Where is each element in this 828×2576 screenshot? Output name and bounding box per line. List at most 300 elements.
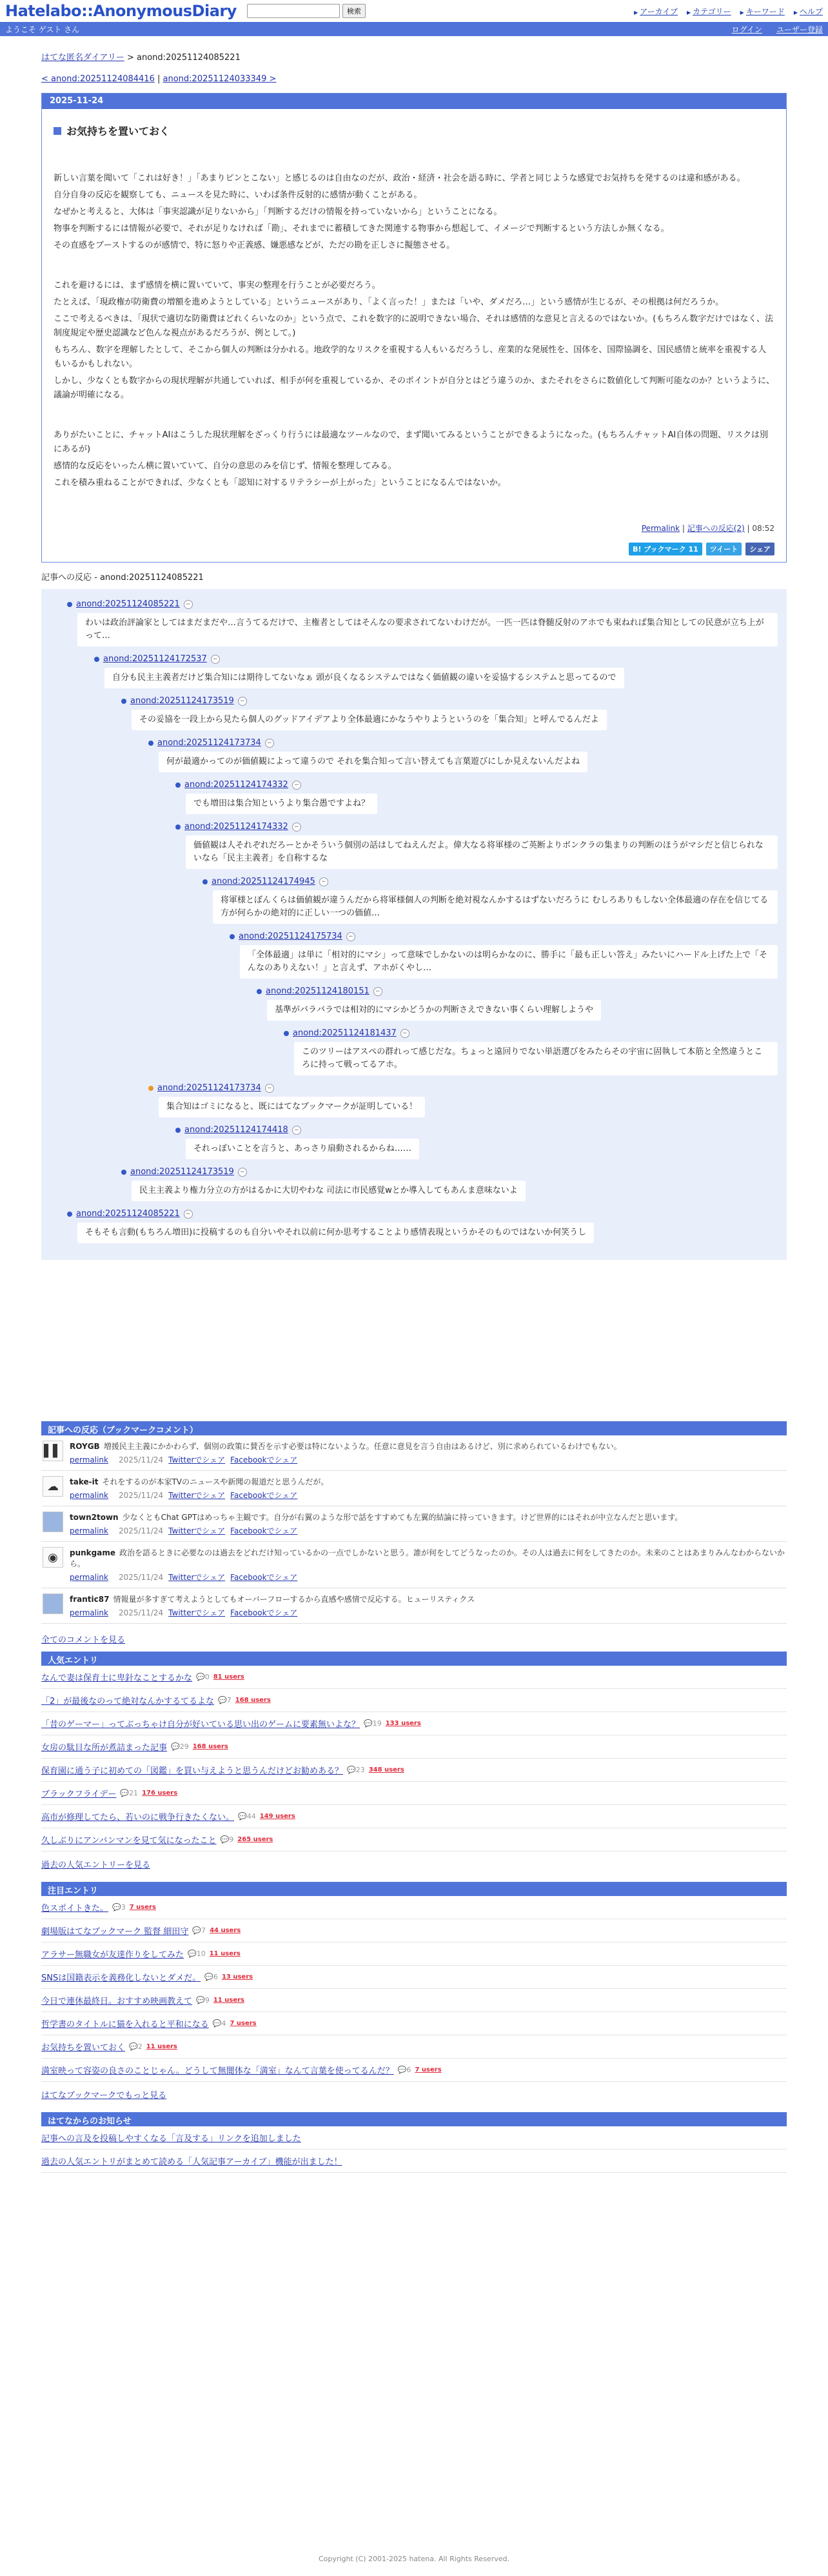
avatar[interactable]: ▌▌ [43, 1441, 63, 1461]
bullet-icon [257, 989, 262, 994]
article-paragraph: なぜかと考えると、大体は「事実認識が足りないから」「判断するだけの情報を持っていないから」ということになる。 [54, 207, 502, 217]
comment-count-value: 9 [204, 1996, 210, 2004]
reaction-link[interactable]: anond:20251124174332 [184, 822, 288, 832]
bookmark-comment: 増援民主主義にかかわらず、個別の政策に賛否を示す必要は特にないような。任意に意見を言う自由はあるけど、別に求められているわけでもない。 [103, 1442, 622, 1451]
bookmark-item [41, 1471, 787, 1506]
tweet-button[interactable]: ツイート [706, 543, 742, 555]
entry-title-link[interactable]: アラサー無職女が友達作りをしてみた [41, 1950, 184, 1960]
comment-bubble-icon: 💬 [112, 1903, 121, 1912]
reaction-node-head [175, 822, 778, 832]
reaction-node-head [202, 877, 778, 886]
entry-title-link[interactable]: 哲学書のタイトルに猫を入れると平和になる [41, 2020, 209, 2030]
reaction-excerpt: わいは政治評論家としてはまだまだや…言うてるだけで、主権者としてはそんなの要求されてないわけだが。一匹一匹は脊髄反射のアホでも束ねれば集合知としての民意が立ち上がって… [77, 613, 778, 646]
collapse-toggle-icon[interactable]: − [373, 987, 382, 996]
breadcrumb [41, 50, 787, 63]
welcome-bar [0, 22, 828, 36]
all-comments [41, 1633, 787, 1645]
twitter-share-link[interactable]: Twitterでシェア [168, 1491, 226, 1500]
nav-category[interactable]: ▶ カテゴリー [687, 6, 731, 17]
entry-item [41, 1919, 787, 1942]
bookmark-content [70, 1441, 622, 1465]
entry-item [41, 1666, 787, 1689]
bullet-icon [121, 1170, 126, 1175]
bookmark-user[interactable]: take-it [70, 1477, 99, 1486]
reaction-node-head [284, 1028, 778, 1038]
bookmark-date: 2025/11/24 [119, 1608, 164, 1617]
bookmark-users-link[interactable]: 44 users [210, 1927, 241, 1934]
collapse-toggle-icon[interactable]: − [292, 781, 301, 790]
article-footer: Permalink | 記事への反応(2) | 08:52 [641, 524, 774, 533]
collapse-toggle-icon[interactable]: − [238, 1168, 247, 1177]
bookmark-line [70, 1547, 787, 1569]
bookmark-users-link[interactable]: 7 users [230, 2020, 257, 2027]
entry-title-link[interactable]: 保育園に通う子に初めての「図鑑」を買い与えようと思うんだけどお勧めある？ [41, 1766, 344, 1776]
reaction-tree [41, 589, 787, 1260]
reaction-link[interactable]: anond:20251124174418 [184, 1125, 288, 1135]
bookmark-heading: 記事への反応（ブックマークコメント） [41, 1421, 787, 1435]
reaction-excerpt: 民主主義より権力分立の方がはるかに大切やわな 司法に市民感覚wとか導入してもあんま意味ないよ [132, 1181, 526, 1201]
bookmark-users-link[interactable]: 81 users [213, 1673, 244, 1681]
comment-count-value: 4 [221, 2019, 226, 2028]
bookmark-users-link[interactable]: 265 users [237, 1836, 273, 1843]
comment-bubble-icon: 💬 [192, 1926, 202, 1935]
prev-entry-link[interactable]: < anond:20251124084416 [41, 74, 155, 84]
notice-link[interactable]: 記事への言及を投稿しやすくなる「言及する」リンクを追加しました [41, 2134, 301, 2144]
bookmark-content [70, 1547, 787, 1583]
reaction-link[interactable]: anond:20251124173734 [157, 1083, 261, 1093]
reaction-node [121, 1167, 778, 1204]
reaction-excerpt: 将軍様とぼんくらは価値観が違うんだから将軍様個人の判断を絶対視なんかするはずないだろうに むしろありもしない全体最適の存在を信じてる方が何らかの絶対的に正しい一つの価値… [213, 890, 778, 924]
top-bar [0, 0, 828, 22]
bookmark-users-link[interactable]: 168 users [235, 1697, 271, 1704]
share-bar [54, 543, 774, 555]
entry-item [41, 1759, 787, 1782]
bullet-icon [284, 1031, 289, 1036]
collapse-toggle-icon[interactable]: − [400, 1029, 409, 1038]
notice-list [41, 2126, 787, 2173]
bookmark-date: 2025/11/24 [119, 1526, 164, 1535]
bookmark-user[interactable]: punkgame [70, 1548, 115, 1557]
reaction-link[interactable]: anond:20251124173734 [157, 738, 261, 748]
entry-title-link[interactable]: 今日で連休最終日。おすすめ映画教えて [41, 1997, 193, 2006]
bookmark-content [70, 1593, 475, 1618]
comment-count-value: 6 [213, 1973, 218, 1981]
comment-bubble-icon: 💬 [212, 2019, 222, 2028]
reaction-node [175, 822, 778, 872]
comment-count-value: 10 [196, 1950, 206, 1958]
login-link[interactable]: ログイン [731, 25, 762, 34]
reaction-node-head [175, 1125, 778, 1135]
bookmark-meta [70, 1454, 622, 1465]
comment-count-value: 9 [229, 1835, 234, 1844]
entry-title-link[interactable]: 「2」が最後なのって絶対なんかするてるよな [41, 1697, 215, 1706]
bookmark-line [70, 1476, 328, 1487]
comment-bubble-icon: 💬 [204, 1973, 213, 1981]
reaction-node [175, 780, 778, 817]
collapse-toggle-icon[interactable]: − [292, 823, 301, 832]
collapse-toggle-icon[interactable]: − [238, 697, 247, 706]
article-section-1 [54, 172, 774, 253]
comment-bubble-icon: 💬 [196, 1673, 205, 1681]
entry-item [41, 2012, 787, 2035]
nav-help[interactable]: ▶ ヘルプ [794, 6, 823, 17]
facebook-share-link[interactable]: Facebookでシェア [230, 1491, 298, 1500]
bookmark-users-link[interactable]: 176 users [142, 1790, 178, 1797]
entry-item [41, 1896, 787, 1919]
main-content [41, 36, 787, 2173]
twitter-share-link[interactable]: Twitterでシェア [168, 1455, 226, 1464]
bookmark-user[interactable]: ROYGB [70, 1442, 100, 1451]
comment-bubble-icon: 💬 [171, 1742, 180, 1751]
reaction-node [148, 1083, 778, 1120]
comment-count [120, 1789, 138, 1797]
comment-count [218, 1696, 232, 1704]
entry-item [41, 1966, 787, 1989]
bookmark-users-link[interactable]: 11 users [209, 1950, 241, 1957]
bookmark-comment: 政治を語るときに必要なのは過去をどれだけ知っているかの一点でしかないと思う。誰が何をしてどうなったのか。その人は過去に何をしてきたのか。未来のことはあまりみんなわからないから。 [70, 1548, 785, 1568]
breadcrumb-current: anond:20251124085221 [137, 53, 241, 63]
comment-count-value: 3 [121, 1903, 126, 1912]
comment-count [192, 1926, 206, 1935]
bookmark-item [41, 1542, 787, 1588]
pager-sep: | [154, 74, 163, 84]
bookmark-section [41, 1421, 787, 1624]
nav-keyword[interactable]: ▶ キーワード [740, 6, 785, 17]
entry-item [41, 1782, 787, 1805]
reaction-node [284, 1028, 778, 1078]
entry-item [41, 2059, 787, 2082]
comment-count [129, 2042, 143, 2051]
bookmark-users-link[interactable]: 13 users [221, 1973, 253, 1981]
bookmark-content [70, 1512, 682, 1536]
reaction-node-head [121, 696, 778, 706]
site-logo[interactable]: Hatelabo::AnonymousDiary [5, 2, 237, 20]
collapse-toggle-icon[interactable]: − [265, 1084, 274, 1093]
comment-count-value: 7 [201, 1926, 206, 1935]
bookmark-list [41, 1435, 787, 1624]
comment-bubble-icon: 💬 [218, 1696, 227, 1704]
bookmark-meta [70, 1607, 475, 1618]
bullet-icon [202, 879, 208, 884]
bookmark-permalink[interactable]: permalink [70, 1455, 108, 1464]
title-square-icon [54, 127, 61, 135]
entry-item [41, 1942, 787, 1966]
twitter-share-link[interactable]: Twitterでシェア [168, 1573, 226, 1582]
bookmark-users-link[interactable]: 7 users [415, 2066, 442, 2073]
bookmark-user[interactable]: town2town [70, 1513, 119, 1522]
bookmark-permalink[interactable]: permalink [70, 1573, 108, 1582]
popular-more [41, 1858, 787, 1870]
bullet-icon [230, 934, 235, 939]
bookmark-comment: 少なくともChat GPTはめっちゃ主観です。自分が右翼のような形で話をすすめても左翼的結論に持っていきます。けど世界的にはそれが中立なんだと思います。 [122, 1513, 683, 1522]
reaction-link[interactable]: anond:20251124174945 [212, 877, 315, 886]
comment-bubble-icon: 💬 [196, 1996, 205, 2004]
hot-heading: 注目エントリ [41, 1882, 787, 1896]
comment-count-value: 21 [129, 1789, 139, 1797]
collapse-toggle-icon[interactable]: − [292, 1126, 301, 1135]
bookmark-permalink[interactable]: permalink [70, 1526, 108, 1535]
entry-item [41, 1712, 787, 1735]
comment-bubble-icon: 💬 [129, 2042, 138, 2051]
reaction-node-head [67, 1209, 778, 1219]
reaction-node [121, 696, 778, 733]
collapse-toggle-icon[interactable]: − [184, 1210, 193, 1219]
post-time: 08:52 [752, 524, 774, 533]
entry-item [41, 1828, 787, 1852]
reaction-link[interactable]: anond:20251124173519 [130, 1167, 234, 1177]
article-section-3 [54, 428, 774, 490]
comment-count-value: 23 [355, 1766, 365, 1774]
bookmark-user[interactable]: frantic87 [70, 1595, 110, 1604]
reaction-excerpt: そもそも言動(もちろん増田)に投稿するのも自分いやそれ以前に何か思考することより感情表現というかそのものではないか何笑うし [77, 1223, 594, 1243]
facebook-share-button[interactable]: シェア [745, 543, 774, 555]
section-gap [54, 255, 774, 279]
article-section-2 [54, 279, 774, 403]
reaction-excerpt: それっぽいことを言うと、あっさり扇動されるからね…… [186, 1139, 419, 1159]
reaction-node-head [257, 986, 778, 996]
entry-title-link[interactable]: 満室映って容姿の良さのことじゃん。どうして無闇体な「満室」なんて言葉を使ってるんだ？ [41, 2066, 394, 2076]
entry-title-link[interactable]: 劇場版はてなブックマーク 監督 細田守 [41, 1927, 189, 1937]
hatebu-button[interactable]: B! ブックマーク 11 [629, 543, 702, 555]
comment-count [347, 1766, 365, 1774]
hot-more-link[interactable]: はてなブックマークでもっと見る [41, 2091, 167, 2101]
comment-count [238, 1812, 256, 1821]
twitter-share-link[interactable]: Twitterでシェア [168, 1608, 226, 1617]
bookmark-permalink[interactable]: permalink [70, 1608, 108, 1617]
reaction-node-head [175, 780, 778, 790]
entry-title-link[interactable]: 女房の駄目な所が煮詰まった記事 [41, 1743, 168, 1753]
bullet-icon [148, 741, 153, 746]
comment-count [213, 2019, 226, 2028]
entry-item [41, 1989, 787, 2012]
comment-count [398, 2066, 411, 2074]
article-paragraph: たとえば、「現政権が防衛費の増額を進めようとしている」というニュースがあり、「よく言った！」または「いや、ダメだろ…」という感情が生じるが、その根拠は何だろうか。 [54, 297, 724, 307]
comment-count [171, 1742, 189, 1751]
bookmark-content [70, 1476, 328, 1501]
hot-more [41, 2088, 787, 2101]
entry-title-link[interactable]: 久しぶりにアンパンマンを見て気になったこと [41, 1836, 217, 1846]
comment-count [196, 1673, 210, 1681]
entry-title-link[interactable]: 色スポイトきた。 [41, 1904, 109, 1913]
reaction-excerpt: 自分も民主主義者だけど集合知には期待してないなぁ 頭が良くなるシステムではなく価値観の違いを妥協するシステムと思ってるので [104, 668, 624, 688]
bookmark-users-link[interactable]: 149 users [259, 1813, 295, 1820]
reaction-excerpt: 価値観は人それぞれだろーとかそういう個別の話はしてねえんだよ。偉大なる将軍様のご英断よりボンクラの集まりの判断のほうがマシだと信じられないなら「民主主義者」を自称するな [186, 835, 778, 869]
collapse-toggle-icon[interactable]: − [211, 655, 220, 664]
bullet-icon [121, 699, 126, 704]
comment-count-value: 44 [246, 1812, 256, 1821]
reaction-link[interactable]: anond:20251124181437 [293, 1028, 397, 1038]
comment-bubble-icon: 💬 [397, 2066, 407, 2074]
bookmark-users-link[interactable]: 11 users [146, 2043, 177, 2050]
reaction-link[interactable]: anond:20251124085221 [76, 1209, 180, 1219]
register-link[interactable]: ユーザー登録 [776, 25, 823, 34]
reaction-node-head [94, 654, 778, 664]
entry-item [41, 1805, 787, 1828]
facebook-share-link[interactable]: Facebookでシェア [230, 1608, 298, 1617]
reaction-node [257, 986, 778, 1023]
nav-archive[interactable]: ▶ アーカイブ [634, 6, 678, 17]
reaction-link[interactable]: 記事への反応(2) [687, 524, 745, 533]
entry-title-link[interactable]: 高市が修理してたら、若いのに戦争行きたくない。 [41, 1813, 235, 1822]
twitter-share-link[interactable]: Twitterでシェア [168, 1526, 226, 1535]
bullet-icon [148, 1086, 153, 1091]
reaction-link[interactable]: anond:20251124172537 [103, 654, 207, 664]
article-paragraph: 新しい言葉を聞いて「これは好き！」「あまりピンとこない」と感じるのは自由なのだが、政治・経済・社会を語る時に、学者と同じような感覚でお気持ちを発するのは違和感がある。 [54, 174, 745, 183]
bullet-icon [175, 783, 181, 788]
top-nav [634, 6, 823, 17]
entry-item [41, 1689, 787, 1712]
reaction-excerpt: 何が最適かってのが価値観によって違うので それを集合知って言い替えても言葉遊びにしか見えないんだよね [159, 752, 587, 772]
entry-title-link[interactable]: 「昔のゲーマー」ってぶっちゃけ自分が好いている思い出のゲームに要素無いよな？ [41, 1720, 360, 1730]
all-comments-link[interactable]: 全てのコメントを見る [41, 1635, 126, 1645]
entry-pager [41, 74, 787, 84]
entry-title-link[interactable]: ブラックフライデー [41, 1790, 117, 1799]
reaction-node [230, 932, 778, 981]
reaction-node-head [230, 932, 778, 941]
reaction-node-head [67, 599, 778, 609]
collapse-toggle-icon[interactable]: − [265, 739, 274, 748]
notice-item [41, 2126, 787, 2150]
comment-bubble-icon: 💬 [347, 1766, 356, 1774]
reaction-node [67, 1209, 778, 1246]
bookmark-item [41, 1506, 787, 1542]
comment-bubble-icon: 💬 [188, 1950, 197, 1958]
comment-count [112, 1903, 126, 1912]
bookmark-item [41, 1435, 787, 1471]
bookmark-date: 2025/11/24 [119, 1573, 164, 1582]
entry-title-link[interactable]: SNSは国籍表示を義務化しないとダメだ。 [41, 1973, 201, 1983]
reaction-link[interactable]: anond:20251124174332 [184, 780, 288, 790]
reaction-link[interactable]: anond:20251124175734 [239, 932, 342, 941]
avatar[interactable] [43, 1593, 63, 1614]
entry-title-link[interactable]: お気持ちを置いておく [41, 2043, 126, 2053]
reaction-excerpt: その妥協を一段上から見たら個人のグッドアイデアより全体最適にかなうやりようというのを「集合知」と呼んでるんだよ [132, 710, 607, 730]
reaction-link[interactable]: anond:20251124173519 [130, 696, 234, 706]
notice-heading: はてなからのお知らせ [41, 2112, 787, 2126]
bookmark-line [70, 1441, 622, 1452]
bookmark-permalink[interactable]: permalink [70, 1491, 108, 1500]
search-button[interactable]: 検索 [342, 4, 366, 18]
article-body [42, 109, 786, 562]
article-date: 2025-11-24 [42, 94, 786, 109]
bullet-icon [175, 1128, 181, 1133]
comment-count-value: 19 [372, 1719, 382, 1728]
comment-bubble-icon: 💬 [220, 1835, 230, 1844]
bookmark-meta [70, 1525, 682, 1536]
bookmark-users-link[interactable]: 11 users [213, 1997, 244, 2004]
comment-bubble-icon: 💬 [364, 1719, 373, 1728]
facebook-share-link[interactable]: Facebookでシェア [230, 1526, 298, 1535]
avatar[interactable] [43, 1512, 63, 1532]
next-entry-link[interactable]: anond:20251124033349 > [163, 74, 277, 84]
bookmark-line [70, 1512, 682, 1523]
popular-heading: 人気エントリ [41, 1652, 787, 1666]
collapse-toggle-icon[interactable]: − [319, 877, 328, 886]
avatar[interactable]: ◉ [43, 1547, 63, 1568]
reaction-excerpt: このツリーはアスペの群れって感じだな。ちょっと遠回りでない単語選びをみたらその宇宙に固執して本筋と全然違うところに持って戦ってるアホ。 [294, 1042, 778, 1075]
reaction-excerpt: でも増田は集合知というより集合愚ですよね？ [186, 794, 377, 814]
notice-item [41, 2150, 787, 2173]
entry-item [41, 1735, 787, 1759]
notice-link[interactable]: 過去の人気エントリがまとめて読める「人気記事アーカイブ」機能が出ました！ [41, 2157, 342, 2167]
facebook-share-link[interactable]: Facebookでシェア [230, 1573, 298, 1582]
article-paragraph: その直感をブーストするのが感情で、特に怒りや正義感、嫌悪感などが、ただの勘を正しさに擬態させる。 [54, 241, 455, 250]
bookmark-users-link[interactable]: 348 users [368, 1766, 404, 1773]
comment-count-value: 0 [204, 1673, 210, 1681]
bookmark-users-link[interactable]: 133 users [385, 1720, 421, 1727]
article-paragraph: ここで考えるべきは、「現状で適切な防衛費はどれくらいなのか」という点で、これを数字的に説明できない場合、それは感情的な意見と言えるのではないか。(もちろん数字だけではなく、法制度規定や歴史認識など色んな視点があるだろうが、例として。) [54, 314, 774, 338]
facebook-share-link[interactable]: Facebookでシェア [230, 1455, 298, 1464]
welcome-text: ようこそ ゲスト さん [5, 25, 80, 34]
reaction-node [175, 1125, 778, 1162]
comment-count [188, 1950, 206, 1958]
article-paragraph: もちろん、数字を理解したとして、そこから個人の判断は分かれる。地政学的なリスクを重視する人もいるだろうし、産業的な発展性を、国体を、国際協調を、国民感情と統率を重視する人もいるかもしれない。 [54, 345, 767, 369]
reaction-excerpt: 基準がバラバラでは相対的にマシかどうかの判断さえできない事くらい理解しようや [267, 1000, 601, 1021]
breadcrumb-sep: > [124, 53, 137, 63]
entry-item [41, 2035, 787, 2059]
bookmark-meta [70, 1490, 328, 1501]
article-paragraph: 物事を判断するには情報が必要で、それが足りなければ「勘」、それまでに蓄積してきた関連する物事から想起して、イメージで判断するという方法しか無くなる。 [54, 224, 669, 234]
reaction-node [148, 738, 778, 775]
bookmark-line [70, 1593, 475, 1604]
collapse-toggle-icon[interactable]: − [346, 932, 355, 941]
article [41, 93, 787, 563]
bookmark-date: 2025/11/24 [119, 1455, 164, 1464]
comment-bubble-icon: 💬 [120, 1789, 130, 1797]
reaction-node [202, 877, 778, 926]
comment-count-value: 29 [179, 1742, 189, 1751]
section-gap [54, 405, 774, 428]
reaction-excerpt: 「全体最適」は単に「相対的にマシ」って意味でしかないのは明らかなのに、勝手に「最も正しい答え」みたいにハードル上げた上で「そんなのありえない！」と言えず、アホがくやし… [240, 945, 778, 979]
copyright: Copyright (C) 2001-2025 hatena. All Rights Reserved. [319, 2555, 509, 2563]
comment-count-value: 7 [226, 1696, 232, 1704]
collapse-toggle-icon[interactable]: − [184, 600, 193, 609]
comment-count-value: 6 [406, 2066, 411, 2074]
hot-list [41, 1896, 787, 2082]
reaction-link[interactable]: anond:20251124085221 [76, 599, 180, 609]
breadcrumb-home[interactable]: はてな匿名ダイアリー [41, 53, 124, 63]
bullet-icon [67, 602, 72, 607]
reaction-link[interactable]: anond:20251124180151 [266, 986, 370, 996]
bookmark-users-link[interactable]: 7 users [129, 1904, 156, 1911]
comment-count [204, 1973, 218, 1981]
article-paragraph: これを避けるには、まず感情を横に置いていて、事実の整理を行うことが必要だろう。 [54, 281, 380, 290]
avatar[interactable]: ☁ [43, 1476, 63, 1497]
permalink[interactable]: Permalink [641, 524, 680, 533]
reaction-node [94, 654, 778, 691]
article-title-text: お気持ちを置いておく [66, 125, 170, 137]
reaction-tree-heading: 記事への反応 - anond:20251124085221 [41, 573, 204, 583]
article-paragraph: 自分自身の反応を観察しても、ニュースを見た時に、いわば条件反射的に感情が動くことがある。 [54, 190, 422, 200]
reaction-node-head [148, 1083, 778, 1093]
popular-more-link[interactable]: 過去の人気エントリーを見る [41, 1861, 151, 1870]
comment-count [196, 1996, 210, 2004]
reaction-node-head [121, 1167, 778, 1177]
reaction-excerpt: 集合知はゴミになると、既にはてなブックマークが証明している！ [159, 1097, 425, 1117]
bookmark-users-link[interactable]: 168 users [192, 1743, 228, 1750]
article-title [54, 123, 774, 138]
entry-title-link[interactable]: なんで妻は保育士に卑針なことするかな [41, 1673, 193, 1683]
bullet-icon [175, 824, 181, 830]
bookmark-comment: 情報量が多すぎて考えようとしてもオーバーフローするから直感や感情で反応する。ヒューリスティクス [113, 1595, 475, 1604]
bookmark-date: 2025/11/24 [119, 1491, 164, 1500]
reaction-node [67, 599, 778, 649]
popular-list [41, 1666, 787, 1852]
search-input[interactable] [247, 4, 340, 18]
bullet-icon [94, 657, 99, 662]
bookmark-comment: それをするのが本家TVのニュースや新聞の報道だと思うんだが。 [102, 1477, 329, 1486]
comment-count [364, 1719, 382, 1728]
